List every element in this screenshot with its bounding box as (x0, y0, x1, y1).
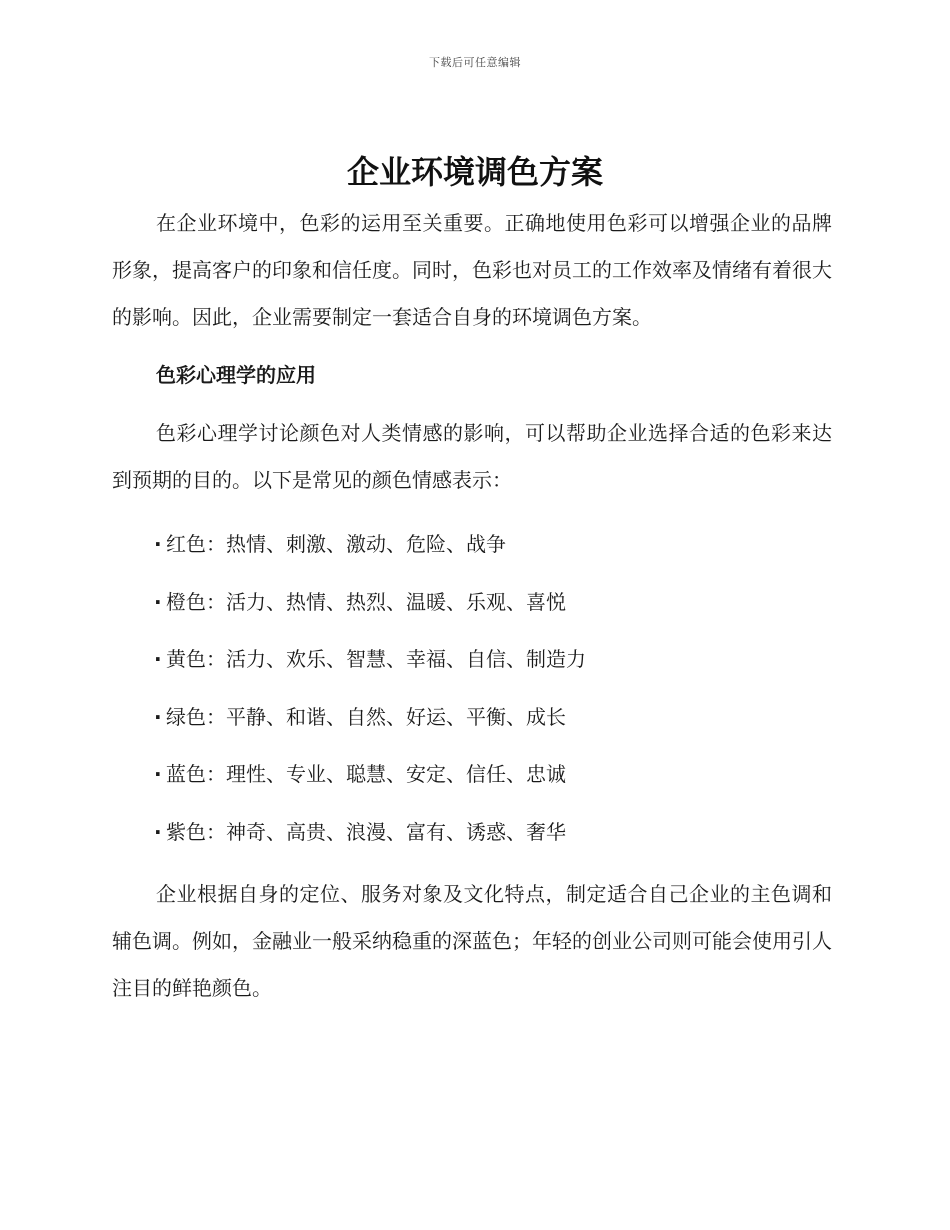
color-emotions: 热情、刺激、激动、危险、战争 (226, 532, 506, 556)
separator: ： (206, 589, 226, 614)
separator: ： (206, 704, 226, 729)
color-name: 橙色 (166, 589, 206, 614)
bullet-icon: · (154, 532, 162, 556)
list-item-orange (154, 574, 832, 632)
color-name: 紫色 (166, 819, 206, 844)
separator: ： (206, 532, 226, 556)
color-name: 蓝色 (166, 762, 206, 786)
document-title: 企业环境调色方案 (346, 153, 603, 191)
list-item-green (154, 689, 832, 747)
bullet-icon: · (154, 819, 162, 844)
separator: ： (206, 819, 226, 844)
bullet-icon: · (154, 704, 162, 729)
separator: ： (206, 647, 226, 671)
color-name: 绿色 (166, 704, 206, 729)
color-emotions: 活力、欢乐、智慧、幸福、自信、制造力 (226, 647, 586, 671)
color-name: 红色 (166, 532, 206, 556)
color-emotion-list (112, 516, 832, 861)
color-emotions: 理性、专业、聪慧、安定、信任、忠诚 (226, 762, 566, 786)
color-emotions: 平静、和谐、自然、好运、平衡、成长 (226, 704, 566, 729)
separator: ： (206, 762, 226, 786)
list-item-blue (154, 746, 832, 804)
list-item-red (154, 516, 832, 574)
section-intro-paragraph: 色彩心理学讨论颜色对人类情感的影响，可以帮助企业选择合适的色彩来达到预期的目的。以下是常见的颜色情感表示： (112, 421, 832, 492)
document-body (112, 200, 832, 1012)
bullet-icon: · (154, 589, 162, 614)
color-emotions: 活力、热情、热烈、温暖、乐观、喜悦 (226, 589, 566, 614)
closing-paragraph: 企业根据自身的定位、服务对象及文化特点，制定适合自己企业的主色调和辅色调。例如，金融业一般采纳稳重的深蓝色；年轻的创业公司则可能会使用引人注目的鲜艳颜色。 (112, 882, 832, 1000)
header-note: 下载后可任意编辑 (429, 56, 521, 69)
color-emotions: 神奇、高贵、浪漫、富有、诱惑、奢华 (226, 819, 566, 844)
color-name: 黄色 (166, 647, 206, 671)
bullet-icon: · (154, 647, 162, 671)
bullet-icon: · (154, 762, 162, 786)
section-heading: 色彩心理学的应用 (156, 363, 316, 387)
intro-paragraph: 在企业环境中，色彩的运用至关重要。正确地使用色彩可以增强企业的品牌形象，提高客户的印象和信任度。同时，色彩也对员工的工作效率及情绪有着很大的影响。因此，企业需要制定一套适合自身的环境调色方案。 (112, 211, 832, 329)
list-item-purple (154, 804, 832, 862)
list-item-yellow (154, 631, 832, 689)
